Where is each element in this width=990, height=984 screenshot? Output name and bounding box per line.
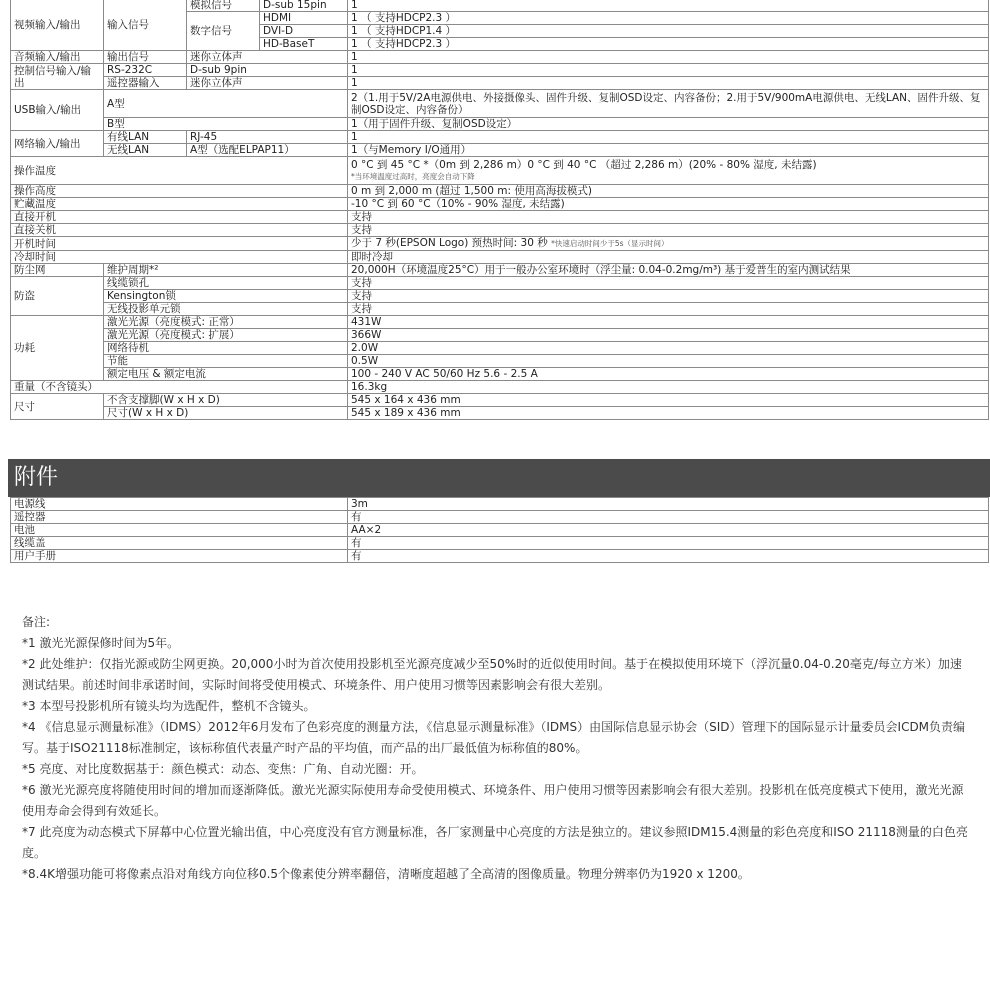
row-label: RS-232C — [104, 64, 187, 77]
table-row — [11, 251, 989, 264]
row-label: 防盗 — [11, 277, 104, 316]
row-value: 20,000H（环境温度25°C）用于一般办公室环境时（浮尘量: 0.04-0.2mg/m³) 基于爱普生的室内测试结果 — [348, 264, 989, 277]
table-row — [11, 342, 989, 355]
row-label: 有线LAN — [104, 131, 187, 144]
row-value: 1 （ 支持HDCP2.3 ） — [348, 38, 989, 51]
row-value — [348, 157, 989, 185]
table-row — [11, 381, 989, 394]
notes-heading: 备注: — [22, 615, 51, 629]
row-label: D-sub 15pin — [260, 0, 348, 12]
row-value: 支持 — [348, 290, 989, 303]
startup-value: 少于 7 秒(EPSON Logo) 预热时间: 30 秒 — [351, 237, 548, 249]
row-label: 不含支撑脚(W x H x D) — [104, 394, 348, 407]
row-label: 用户手册 — [11, 550, 348, 563]
note-item: *3 本型号投影机所有镜头均为选配件，整机不含镜头。 — [22, 699, 316, 713]
note-item: *2 此处维护：仅指光源或防尘网更换。20,000小时为首次使用投影机至光源亮度减少至50%时的近似使用时间。基于在模拟使用环境下（浮沉量0.04-0.20毫克/每立方米）加速测试结果。前述时间非承诺时间，实际时间将受使用模式、环境条件、用户使用习惯等因素影响会有很大差别。 — [22, 657, 962, 692]
row-value: 2.0W — [348, 342, 989, 355]
table-row — [11, 498, 989, 511]
table-row — [11, 264, 989, 277]
table-row — [11, 303, 989, 316]
table-row — [11, 144, 989, 157]
table-row — [11, 51, 989, 64]
row-label: 输入信号 — [104, 0, 187, 51]
row-label: 操作温度 — [11, 157, 348, 185]
table-row — [11, 550, 989, 563]
row-value: 545 x 189 x 436 mm — [348, 407, 989, 420]
table-row — [11, 329, 989, 342]
row-value: 100 - 240 V AC 50/60 Hz 5.6 - 2.5 A — [348, 368, 989, 381]
row-label: 尺寸 — [11, 394, 104, 420]
row-label: 激光光源（亮度模式: 扩展） — [104, 329, 348, 342]
row-label: 重量（不含镜头） — [11, 381, 348, 394]
op-temp-value: 0 °C 到 45 °C *（0m 到 2,286 m）0 °C 到 40 °C （超过 2,286 m）(20% - 80% 湿度, 未结露) — [351, 158, 817, 171]
row-label: 音频输入/输出 — [11, 51, 104, 64]
row-value: 支持 — [348, 277, 989, 290]
row-value: -10 °C 到 60 °C（10% - 90% 湿度, 未结露) — [348, 198, 989, 211]
row-value: 1 （ 支持HDCP1.4 ） — [348, 25, 989, 38]
table-row — [11, 524, 989, 537]
row-label: 无线LAN — [104, 144, 187, 157]
row-label: DVI-D — [260, 25, 348, 38]
row-value: 3m — [348, 498, 989, 511]
row-label: 输出信号 — [104, 51, 187, 64]
row-label: HDMI — [260, 12, 348, 25]
row-label: 贮藏温度 — [11, 198, 348, 211]
accessories-table — [10, 497, 989, 563]
note-item: *4 《信息显示测量标准》（IDMS）2012年6月发布了色彩亮度的测量方法，《信息显示测量标准》（IDMS）由国际信息显示协会（SID）管理下的国际显示计量委员会ICDM负责编写。基于ISO21118标准制定，该标称值代表量产时产品的平均值，而产品的出厂最低值为标称值的80%。 — [22, 720, 966, 755]
note-item: *8.4K增强功能可将像素点沿对角线方向位移0.5个像素使分辨率翻倍，清晰度超越了全高清的图像质量。物理分辨率仍为1920 x 1200。 — [22, 867, 750, 881]
row-value: 366W — [348, 329, 989, 342]
row-value: 0.5W — [348, 355, 989, 368]
row-label: 开机时间 — [11, 237, 348, 251]
row-value: 1（用于固件升级、复制OSD设定） — [348, 118, 989, 131]
row-label: 节能 — [104, 355, 348, 368]
row-label: 防尘网 — [11, 264, 104, 277]
accessories-heading: 附件 — [8, 459, 990, 497]
table-row — [11, 407, 989, 420]
row-label: 操作高度 — [11, 185, 348, 198]
row-value: 1 — [348, 51, 989, 64]
row-value: 0 m 到 2,000 m (超过 1,500 m: 使用高海拔模式) — [348, 185, 989, 198]
row-value: 支持 — [348, 303, 989, 316]
table-row — [11, 0, 989, 12]
table-row — [11, 511, 989, 524]
row-value — [348, 237, 989, 251]
row-label: 遥控器 — [11, 511, 348, 524]
row-value: 有 — [348, 511, 989, 524]
startup-note: *快速启动时间少于5s（显示时间） — [551, 239, 669, 248]
row-value: 1 — [348, 131, 989, 144]
row-label: RJ-45 — [187, 131, 348, 144]
row-value: 1 — [348, 64, 989, 77]
table-row — [11, 394, 989, 407]
row-value: 有 — [348, 550, 989, 563]
row-label: 尺寸(W x H x D) — [104, 407, 348, 420]
row-label: 功耗 — [11, 316, 104, 381]
row-label: 线缆盖 — [11, 537, 348, 550]
row-label: Kensington锁 — [104, 290, 348, 303]
table-row — [11, 355, 989, 368]
table-row — [11, 237, 989, 251]
row-value: 支持 — [348, 211, 989, 224]
table-row — [11, 131, 989, 144]
row-label: 直接关机 — [11, 224, 348, 237]
table-row — [11, 77, 989, 90]
row-label: 额定电压 & 额定电流 — [104, 368, 348, 381]
row-value: 1（与Memory I/O通用） — [348, 144, 989, 157]
row-label: HD-BaseT — [260, 38, 348, 51]
row-label: 网络待机 — [104, 342, 348, 355]
notes-section — [22, 612, 972, 885]
row-value: 1 （ 支持HDCP2.3 ） — [348, 12, 989, 25]
row-label: 电池 — [11, 524, 348, 537]
table-row — [11, 277, 989, 290]
table-row — [11, 198, 989, 211]
op-temp-note: *当环境温度过高时，亮度会自动下降 — [351, 171, 475, 181]
table-row — [11, 537, 989, 550]
row-label: 视频输入/输出 — [11, 0, 104, 51]
note-item: *7 此亮度为动态模式下屏幕中心位置光输出值，中心亮度没有官方测量标准，各厂家测量中心亮度的方法是独立的。建议参照IDM15.4测量的彩色亮度和ISO 21118测量的白色亮度。 — [22, 825, 968, 860]
row-label: 直接开机 — [11, 211, 348, 224]
table-row — [11, 224, 989, 237]
note-item: *1 激光光源保修时间为5年。 — [22, 636, 180, 650]
note-item: *5 亮度、对比度数据基于：颜色模式：动态、变焦：广角、自动光圈：开。 — [22, 762, 424, 776]
row-value: 支持 — [348, 224, 989, 237]
row-label: 遥控器输入 — [104, 77, 187, 90]
table-row — [11, 290, 989, 303]
row-label: 迷你立体声 — [187, 77, 348, 90]
row-label: D-sub 9pin — [187, 64, 348, 77]
row-label: A型（选配ELPAP11） — [187, 144, 348, 157]
table-row — [11, 90, 989, 118]
row-label: 电源线 — [11, 498, 348, 511]
row-label: 网络输入/输出 — [11, 131, 104, 157]
row-label: 冷却时间 — [11, 251, 348, 264]
table-row — [11, 316, 989, 329]
row-value: AA×2 — [348, 524, 989, 537]
row-value: 有 — [348, 537, 989, 550]
row-label: 控制信号输入/输出 — [11, 64, 104, 90]
row-label: USB输入/输出 — [11, 90, 104, 131]
row-label: 无线投影单元锁 — [104, 303, 348, 316]
row-value: 1 — [348, 77, 989, 90]
row-value: 即时冷却 — [348, 251, 989, 264]
row-value: 545 x 164 x 436 mm — [348, 394, 989, 407]
row-value: 16.3kg — [348, 381, 989, 394]
table-row — [11, 64, 989, 77]
table-row — [11, 211, 989, 224]
row-label: A型 — [104, 90, 348, 118]
row-label: 线缆锁孔 — [104, 277, 348, 290]
row-label: 激光光源（亮度模式: 正常） — [104, 316, 348, 329]
table-row — [11, 157, 989, 185]
row-label: 模拟信号 — [187, 0, 260, 12]
table-row — [11, 185, 989, 198]
row-label: 维护周期*² — [104, 264, 348, 277]
row-label: 迷你立体声 — [187, 51, 348, 64]
row-value: 431W — [348, 316, 989, 329]
spec-table — [10, 0, 989, 420]
note-item: *6 激光光源亮度将随使用时间的增加而逐渐降低。激光光源实际使用寿命受使用模式、环境条件、用户使用习惯等因素影响会有很大差别。投影机在低亮度模式下使用，激光光源使用寿命会得到有效延长。 — [22, 783, 964, 818]
row-label: B型 — [104, 118, 348, 131]
row-label: 数字信号 — [187, 12, 260, 51]
table-row — [11, 118, 989, 131]
table-row — [11, 368, 989, 381]
row-value: 1 — [348, 0, 989, 12]
row-value: 2（1.用于5V/2A电源供电、外接摄像头、固件升级、复制OSD设定、内容备份；2.用于5V/900mA电源供电、无线LAN、固件升级、复制OSD设定、内容备份） — [348, 90, 989, 118]
